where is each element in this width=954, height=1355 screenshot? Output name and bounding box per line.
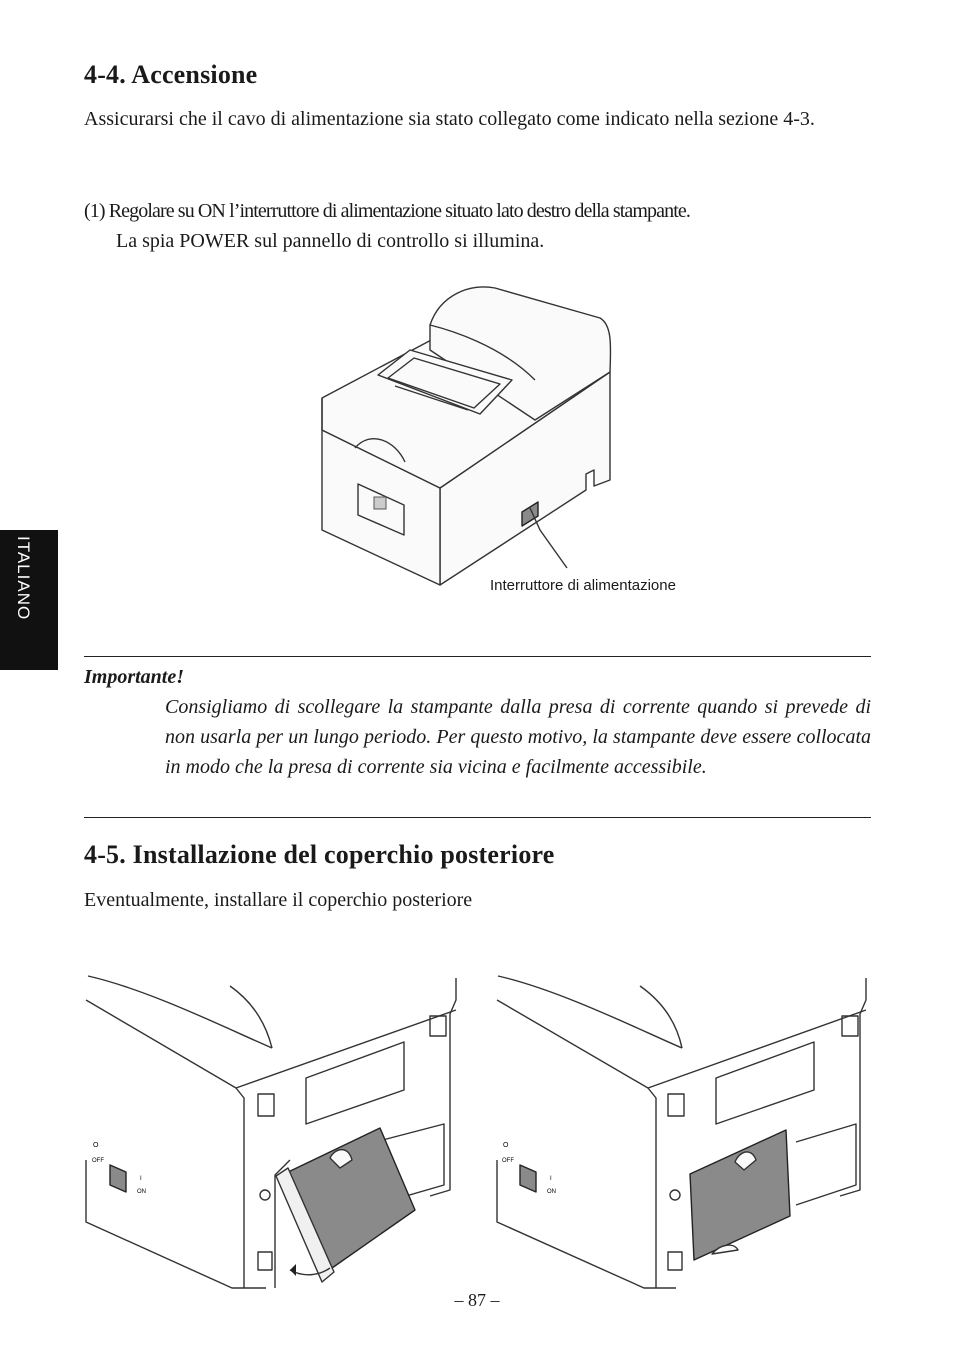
note-title: Importante! <box>84 666 185 688</box>
switch-label-on-right: ON <box>547 1189 556 1195</box>
section-4-4-intro: Assicurarsi che il cavo di alimentazione sia stato collegato come indicato nella sezione 4-3. <box>84 108 815 130</box>
section-4-5-intro: Eventualmente, installare il coperchio posteriore <box>84 889 473 911</box>
switch-label-i-left: I <box>140 1176 142 1182</box>
section-heading-4-5: 4-5. Installazione del coperchio posteriore <box>84 840 555 869</box>
language-side-tab-label: ITALIANO <box>14 536 33 621</box>
switch-label-off-left: OFF <box>92 1158 104 1164</box>
page-number: – 87 – <box>454 1290 500 1310</box>
switch-label-i-right: I <box>550 1176 552 1182</box>
switch-label-o-left: O <box>93 1142 99 1149</box>
step-1-line-2: La spia POWER sul pannello di controllo si illumina. <box>116 230 545 252</box>
switch-label-o-right: O <box>503 1142 509 1149</box>
section-heading-4-4: 4-4. Accensione <box>84 60 258 89</box>
switch-label-on-left: ON <box>137 1189 146 1195</box>
note-body: Consigliamo di scollegare la stampante dalla presa di corrente quando si prevede di non usarla per un lungo periodo. Per questo motivo, la stampante deve essere collocata in modo che la presa di corrente sia vicina e facilmente accessibile. <box>165 696 871 778</box>
switch-label-off-right: OFF <box>502 1158 514 1164</box>
power-switch-caption: Interruttore di alimentazione <box>490 577 676 594</box>
step-1-line-1: (1) Regolare su ON l’interruttore di alimentazione situato lato destro della stampante. <box>84 200 690 222</box>
